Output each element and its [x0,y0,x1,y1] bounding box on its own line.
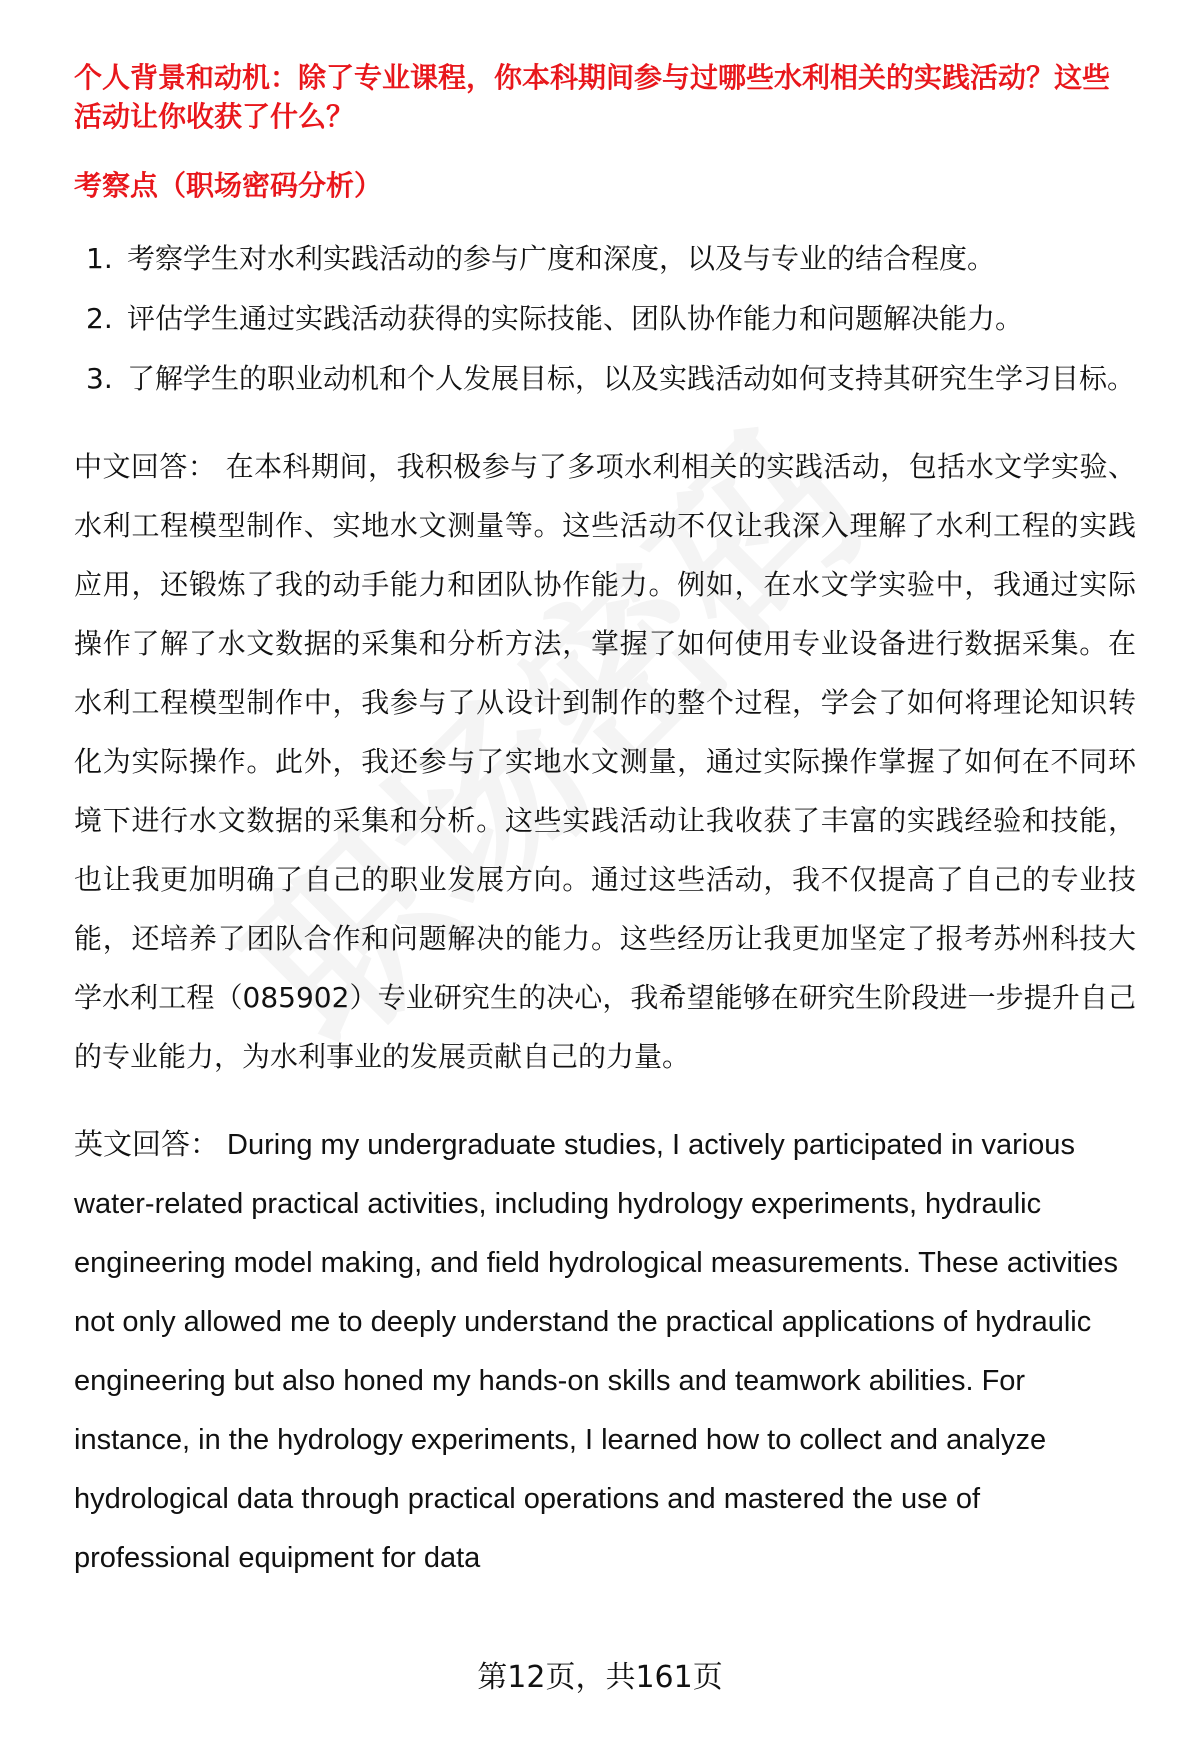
page-number: 第12页，共161页 [477,1660,723,1695]
list-item: 1. 考察学生对水利实践活动的参与广度和深度，以及与专业的结合程度。 [86,242,996,275]
section-title: 考察点（职场密码分析） [74,169,383,202]
document-page [74,58,1136,1588]
english-answer: 英文回答： During my undergraduate studies, I actively participated in various water-related practical activities, including hydrology experiments, hydraulic engineering model making, and field hydrological measurements. These activities not only allowed me to deeply understand the practical applications of hydraulic engineering but also honed my hands-on skills and teamwork abilities. For instance, in the hydrology experiments, I learned how to collect and analyze hydrological data through practical operations and mastered the use of professional equipment for data [74,1129,1119,1574]
points-list [74,229,1136,409]
chinese-answer: 中文回答： 在本科期间，我积极参与了多项水利相关的实践活动，包括水文学实验、水利工程模型制作、实地水文测量等。这些活动不仅让我深入理解了水利工程的实践应用，还锻炼了我的动手能力和团队协作能力。例如，在水文学实验中，我通过实际操作了解了水文数据的采集和分析方法，掌握了如何使用专业设备进行数据采集。在水利工程模型制作中，我参与了从设计到制作的整个过程，学会了如何将理论知识转化为实际操作。此外，我还参与了实地水文测量，通过实际操作掌握了如何在不同环境下进行水文数据的采集和分析。这些实践活动让我收获了丰富的实践经验和技能，也让我更加明确了自己的职业发展方向。通过这些活动，我不仅提高了自己的专业技能，还培养了团队合作和问题解决的能力。这些经历让我更加坚定了报考苏州科技大学水利工程（085902）专业研究生的决心，我希望能够在研究生阶段进一步提升自己的专业能力，为水利事业的发展贡献自己的力量。 [74,450,1136,1073]
list-item: 2. 评估学生通过实践活动获得的实际技能、团队协作能力和问题解决能力。 [86,302,1024,335]
list-item: 3. 了解学生的职业动机和个人发展目标，以及实践活动如何支持其研究生学习目标。 [86,362,1136,395]
question-heading: 个人背景和动机：除了专业课程，你本科期间参与过哪些水利相关的实践活动？这些活动让你收获了什么？ [74,61,1111,133]
